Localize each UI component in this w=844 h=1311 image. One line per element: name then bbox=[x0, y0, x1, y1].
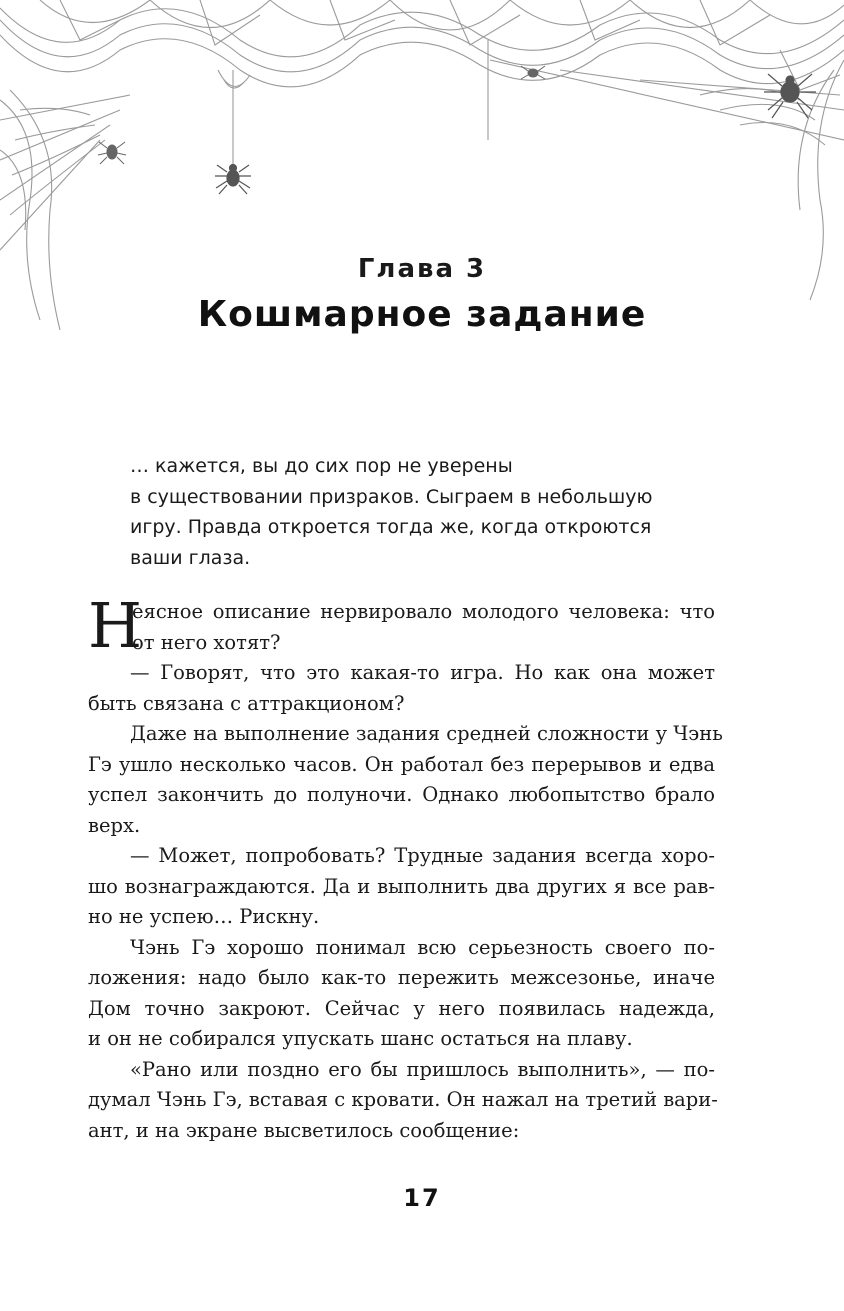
drop-cap: Н bbox=[88, 589, 143, 662]
epigraph-line: … кажется, вы до сих пор не уверены bbox=[130, 455, 513, 477]
text-line: думал Чэнь Гэ, вставая с кровати. Он нажал на третий вари- bbox=[88, 1088, 718, 1111]
epigraph-line: ваши глаза. bbox=[130, 546, 251, 569]
text-line: ложения: надо было как-то пережить межсезонье, иначе bbox=[88, 966, 715, 989]
spider-icon bbox=[98, 142, 126, 164]
text-line: и он не собирался упускать шанс остаться на плаву. bbox=[88, 1027, 633, 1050]
body-text bbox=[88, 589, 723, 1146]
text-line: Чэнь Гэ хорошо понимал всю серьезность своего по- bbox=[130, 935, 715, 959]
chapter-title: Кошмарное задание bbox=[197, 294, 647, 335]
text-line: — Говорят, что это какая-то игра. Но как она может bbox=[130, 661, 715, 684]
epigraph-line: в существовании призраков. Сыграем в небольшую bbox=[130, 485, 653, 508]
spider-icon bbox=[764, 74, 816, 118]
text-line: шо вознаграждаются. Да и выполнить два других я все рав- bbox=[88, 874, 715, 898]
text-line: ант, и на экране высветилось сообщение: bbox=[88, 1118, 520, 1142]
text-line: но не успею… Рискну. bbox=[88, 905, 320, 928]
epigraph bbox=[130, 451, 690, 573]
text-line: успел закончить до полуночи. Однако любопытство брало bbox=[88, 783, 715, 806]
text-line: Даже на выполнение задания средней сложности у Чэнь bbox=[130, 722, 723, 745]
chapter-label: Глава 3 bbox=[357, 254, 487, 284]
text-line: Гэ ушло несколько часов. Он работал без перерывов и едва bbox=[88, 752, 715, 776]
text-line: быть связана с аттракционом? bbox=[88, 691, 405, 715]
epigraph-line: игру. Правда откроется тогда же, когда откроются bbox=[130, 516, 652, 538]
text-line: еясное описание нервировало молодого человека: что bbox=[132, 600, 715, 623]
text-line: верх. bbox=[88, 813, 141, 837]
text-line: Дом точно закроют. Сейчас у него появилась надежда, bbox=[88, 996, 715, 1020]
text-line: «Рано или поздно его бы пришлось выполнить», — по- bbox=[130, 1057, 715, 1081]
spider-icon bbox=[215, 165, 251, 195]
page-number: 17 bbox=[403, 1184, 441, 1212]
text-line: — Может, попробовать? Трудные задания всегда хоро- bbox=[130, 844, 715, 867]
first-paragraph bbox=[88, 589, 715, 662]
text-line: от него хотят? bbox=[132, 630, 281, 654]
